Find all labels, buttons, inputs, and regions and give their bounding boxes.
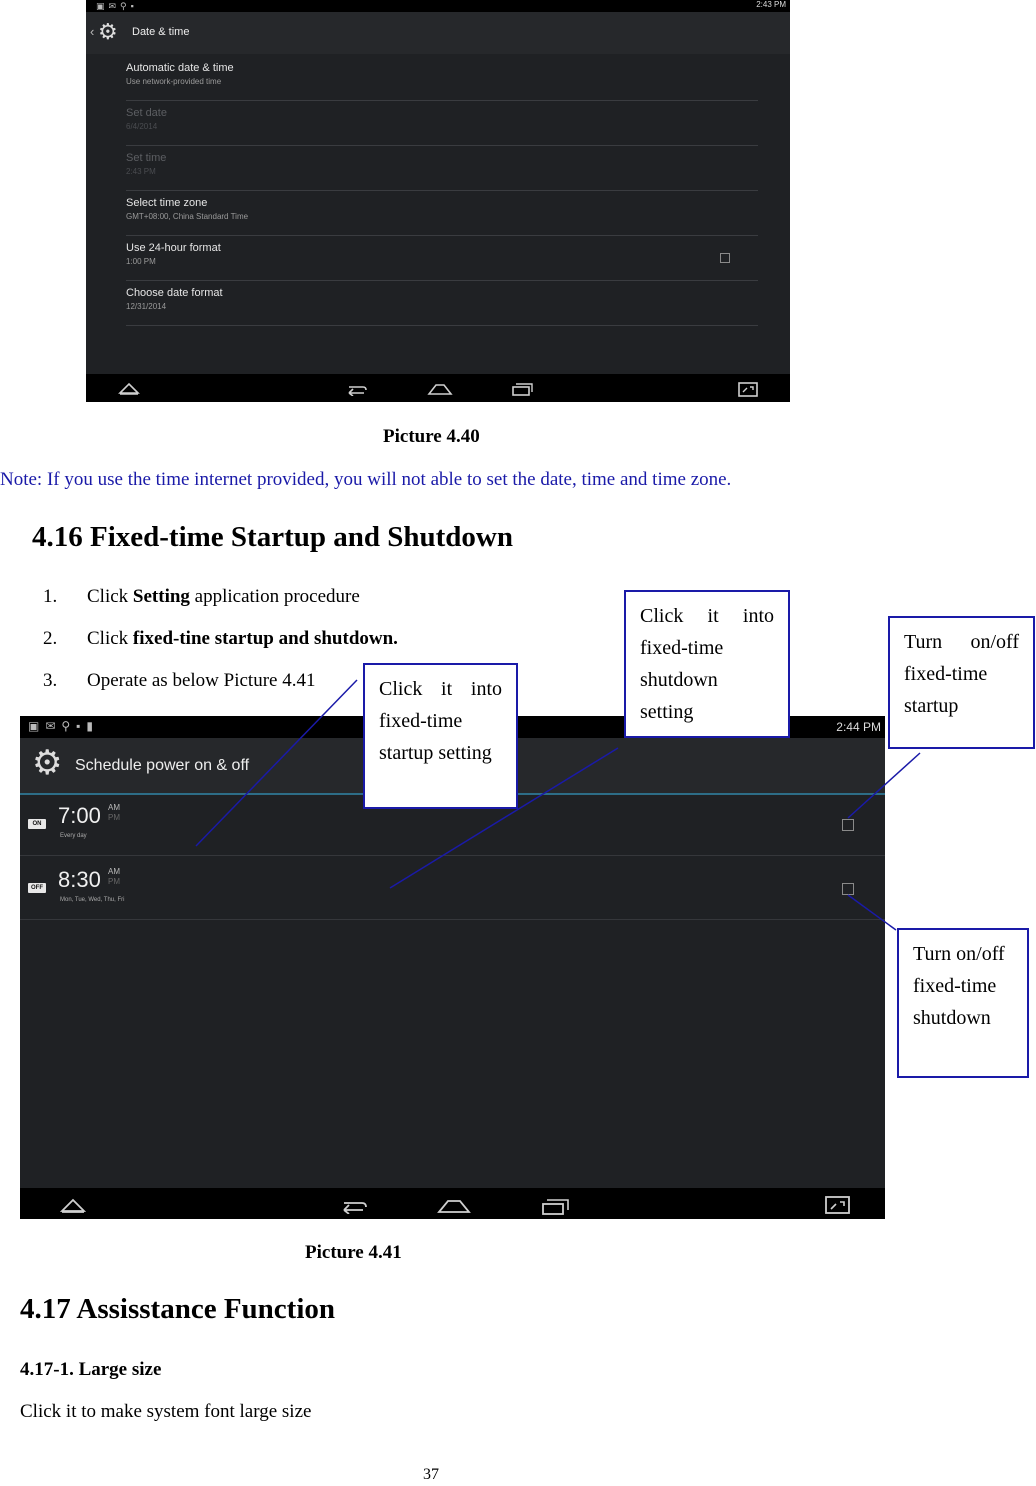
repeat-days: Mon, Tue, Wed, Thu, Fri xyxy=(60,897,125,903)
step-number: 3. xyxy=(43,670,58,691)
back-caret-icon[interactable]: ‹ xyxy=(90,24,95,39)
setting-subtitle: Use network-provided time xyxy=(126,77,222,86)
setting-title: Set time xyxy=(126,152,167,164)
am-label: AM xyxy=(108,867,120,876)
picture-caption-4-41: Picture 4.41 xyxy=(305,1242,402,1263)
setting-subtitle: 1:00 PM xyxy=(126,257,156,266)
screen-title: Schedule power on & off xyxy=(75,757,250,774)
schedule-time: 8:30 xyxy=(58,867,101,892)
setting-title: Select time zone xyxy=(126,197,208,209)
picture-caption-4-40: Picture 4.40 xyxy=(383,426,480,447)
step-text-pre: Click xyxy=(87,628,133,649)
step-number: 1. xyxy=(43,586,58,607)
setting-subtitle: 2:43 PM xyxy=(126,167,156,176)
body-text: Click it to make system font large size xyxy=(20,1401,312,1422)
section-heading-4-17: 4.17 Assisstance Function xyxy=(20,1293,336,1325)
pointer-line-shutdown-toggle xyxy=(848,895,896,930)
note-text: Note: If you use the time internet provided, you will not able to set the date, time and time zone. xyxy=(0,469,732,490)
step-text-pre: Click xyxy=(87,586,133,607)
power-off-badge: OFF xyxy=(28,883,46,893)
setting-title: Set date xyxy=(126,107,167,119)
setting-title: Choose date format xyxy=(126,287,223,299)
step-text-bold: Setting xyxy=(132,586,190,607)
step-number: 2. xyxy=(43,628,58,649)
notification-icons: ▣✉⚲▪ xyxy=(96,1,138,11)
callout-toggle-startup: Turn on/off fixed-time startup xyxy=(888,616,1035,749)
callout-shutdown-setting: Click it into fixed-time shutdown setting xyxy=(624,590,790,738)
pointer-line-startup-toggle xyxy=(848,753,920,818)
step-text-post: application procedure xyxy=(189,586,360,607)
screen-title: Date & time xyxy=(132,26,190,38)
am-label: AM xyxy=(108,803,120,812)
setting-title: Use 24-hour format xyxy=(126,242,221,254)
setting-subtitle: GMT+08:00, China Standard Time xyxy=(126,212,249,221)
setting-title: Automatic date & time xyxy=(126,62,234,74)
setting-subtitle: 6/4/2014 xyxy=(126,122,158,131)
settings-gear-icon[interactable]: ⚙ xyxy=(32,744,63,782)
pm-label: PM xyxy=(108,877,120,886)
pm-label: PM xyxy=(108,813,120,822)
setting-subtitle: 12/31/2014 xyxy=(126,302,167,311)
schedule-time: 7:00 xyxy=(58,803,101,828)
section-heading-4-16: 4.16 Fixed-time Startup and Shutdown xyxy=(32,521,513,553)
notification-icons: ▣✉⚲▪▮ xyxy=(28,719,100,733)
callout-startup-setting: Click it into fixed-time startup setting xyxy=(363,663,518,809)
step-text-bold: fixed-tine startup and shutdown. xyxy=(132,628,398,649)
repeat-days: Every day xyxy=(60,833,87,839)
status-clock: 2:43 PM xyxy=(756,0,786,9)
step-text-pre: Operate as below Picture 4.41 xyxy=(87,670,316,691)
pointer-line-startup-setting xyxy=(196,680,357,846)
page-number: 37 xyxy=(423,1466,439,1483)
settings-gear-icon[interactable]: ⚙ xyxy=(98,19,118,44)
status-clock: 2:44 PM xyxy=(836,720,881,734)
callout-toggle-shutdown: Turn on/off fixed-time shutdown xyxy=(897,928,1029,1078)
power-on-badge: ON xyxy=(28,819,46,829)
subheading-large-size: 4.17-1. Large size xyxy=(20,1359,162,1380)
